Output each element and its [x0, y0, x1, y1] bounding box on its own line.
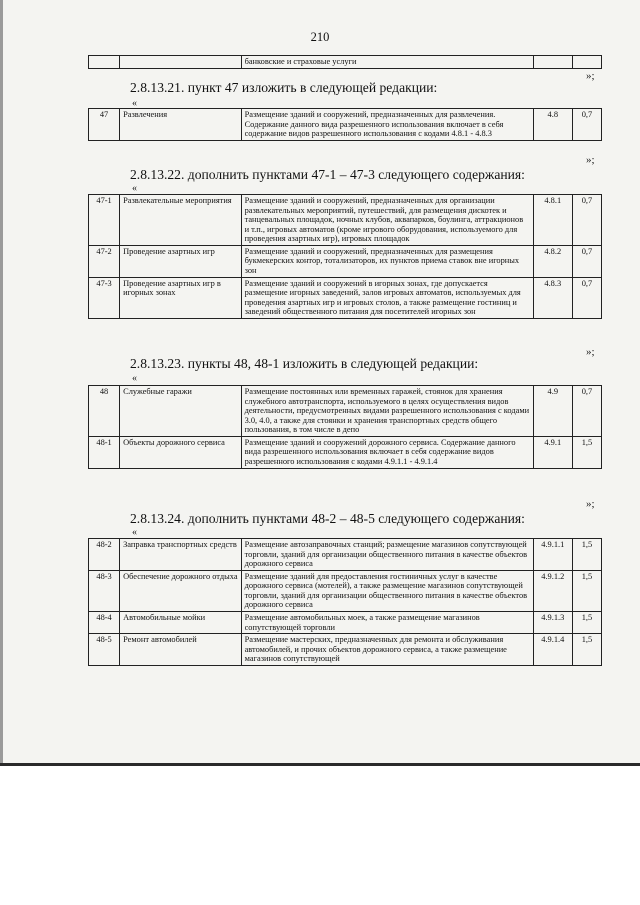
cell-num: 48-5 — [89, 634, 120, 666]
cell-name: Заправка транспортных средств — [120, 539, 241, 571]
close-quote: »; — [586, 70, 595, 82]
cell-code: 4.8.3 — [533, 277, 572, 318]
table-row — [89, 539, 602, 571]
cell-value: 0,7 — [572, 386, 601, 437]
cell-code: 4.8.1 — [533, 195, 572, 246]
cell-description: Размещение зданий и сооружений, предназначенных для развлечения. Содержание данного вида разрешенного использования включает в себя содержание видов разрешенного использования с кодами 4.8.1 - 4.8.3 — [241, 109, 533, 141]
section-heading: 2.8.13.22. дополнить пунктами 47-1 – 47-3 следующего содержания: — [130, 167, 525, 182]
cell-value: 1,5 — [572, 634, 601, 666]
cell-name: Автомобильные мойки — [120, 612, 241, 634]
open-quote: « — [132, 373, 137, 384]
cell-code: 4.9.1.3 — [533, 612, 572, 634]
open-quote: « — [132, 183, 137, 194]
cell-name: Объекты дорожного сервиса — [120, 436, 241, 468]
cell-code — [533, 56, 572, 69]
cell-description: Размещение зданий и сооружений, предназначенных для организации развлекательных мероприятий, путешествий, для размещения дискотек и танцевальных площадок, ночных клубов, аквапарков, боулинга, аттракционов и т.п., игровых автоматов (кроме игрового оборудования, используемого для проведения азартных игр), игровых площадок — [241, 195, 533, 246]
open-quote: « — [132, 527, 137, 538]
cell-description: Размещение автозаправочных станций; размещение магазинов сопутствующей торговли, зданий для организации общественного питания в качестве объектов дорожного сервиса — [241, 539, 533, 571]
cell-name — [120, 56, 241, 69]
cell-value: 1,5 — [572, 436, 601, 468]
table-row — [89, 56, 602, 69]
cell-name: Развлекательные мероприятия — [120, 195, 241, 246]
page-number: 210 — [310, 30, 330, 44]
cell-code: 4.8.2 — [533, 245, 572, 277]
cell-code: 4.9 — [533, 386, 572, 437]
cell-value: 1,5 — [572, 539, 601, 571]
cell-value — [572, 56, 601, 69]
cell-value: 0,7 — [572, 195, 601, 246]
cell-description: Размещение зданий и сооружений, предназначенных для размещения букмекерских контор, тотализаторов, их пунктов приема ставок вне игорных зон — [241, 245, 533, 277]
close-quote: »; — [586, 346, 595, 358]
section-heading: 2.8.13.23. пункты 48, 48-1 изложить в следующей редакции: — [130, 356, 479, 371]
cell-description: Размещение зданий для предоставления гостиничных услуг в качестве дорожного сервиса (мотелей), а также размещение магазинов сопутствующей торговли, зданий для организации общественного питания в качестве объектов дорожного сервиса — [241, 570, 533, 611]
cell-num: 47 — [89, 109, 120, 141]
cell-num — [89, 56, 120, 69]
cell-description: Размещение мастерских, предназначенных для ремонта и обслуживания автомобилей, и прочих объектов дорожного сервиса, а также размещение магазинов сопутствующей — [241, 634, 533, 666]
section-heading: 2.8.13.24. дополнить пунктами 48-2 – 48-5 следующего содержания: — [130, 511, 525, 526]
table-section-3 — [88, 385, 602, 469]
cell-value: 0,7 — [572, 277, 601, 318]
scan-bottom-edge — [0, 763, 640, 766]
table-row — [89, 570, 602, 611]
cell-description: Размещение постоянных или временных гаражей, стоянок для хранения служебного автотранспорта, используемого в целях осуществления видов деятельности, предусмотренных видами разрешенного использования с кодами 3.0, 4.0, а также для стоянки и хранения транспортных средств общего пользования, в том числе в депо — [241, 386, 533, 437]
table-continuation — [88, 55, 602, 69]
table-row — [89, 436, 602, 468]
cell-description: банковские и страховые услуги — [241, 56, 533, 69]
table-row — [89, 195, 602, 246]
cell-num: 48-4 — [89, 612, 120, 634]
cell-num: 48 — [89, 386, 120, 437]
cell-name: Ремонт автомобилей — [120, 634, 241, 666]
cell-num: 47-1 — [89, 195, 120, 246]
cell-code: 4.9.1.4 — [533, 634, 572, 666]
cell-name: Служебные гаражи — [120, 386, 241, 437]
close-quote: »; — [586, 154, 595, 166]
table-row — [89, 245, 602, 277]
cell-code: 4.9.1 — [533, 436, 572, 468]
cell-name: Проведение азартных игр — [120, 245, 241, 277]
cell-code: 4.9.1.2 — [533, 570, 572, 611]
cell-description: Размещение зданий и сооружений дорожного сервиса. Содержание данного вида разрешенного использования включает в себя содержание видов разрешенного использования с кодами 4.9.1.1 - 4.9.1.4 — [241, 436, 533, 468]
cell-num: 48-1 — [89, 436, 120, 468]
cell-description: Размещение автомобильных моек, а также размещение магазинов сопутствующей торговли — [241, 612, 533, 634]
cell-num: 47-2 — [89, 245, 120, 277]
scan-left-edge — [0, 0, 3, 765]
cell-num: 47-3 — [89, 277, 120, 318]
table-section-1 — [88, 108, 602, 141]
table-row — [89, 386, 602, 437]
cell-value: 0,7 — [572, 109, 601, 141]
table-row — [89, 277, 602, 318]
cell-num: 48-2 — [89, 539, 120, 571]
table-row — [89, 634, 602, 666]
table-row — [89, 109, 602, 141]
open-quote: « — [132, 98, 137, 109]
cell-description: Размещение зданий и сооружений в игорных зонах, где допускается размещение игорных заведений, залов игровых автоматов, используемых для проведения азартных игр и игровых столов, а также размещение гостиниц и заведений общественного питания для посетителей игорных зон — [241, 277, 533, 318]
cell-name: Обеспечение дорожного отдыха — [120, 570, 241, 611]
cell-value: 1,5 — [572, 570, 601, 611]
cell-name: Развлечения — [120, 109, 241, 141]
table-section-2 — [88, 194, 602, 319]
cell-code: 4.9.1.1 — [533, 539, 572, 571]
section-heading: 2.8.13.21. пункт 47 изложить в следующей редакции: — [130, 80, 438, 95]
cell-value: 0,7 — [572, 245, 601, 277]
cell-num: 48-3 — [89, 570, 120, 611]
cell-value: 1,5 — [572, 612, 601, 634]
cell-code: 4.8 — [533, 109, 572, 141]
close-quote: »; — [586, 498, 595, 510]
table-row — [89, 612, 602, 634]
table-section-4 — [88, 538, 602, 666]
cell-name: Проведение азартных игр в игорных зонах — [120, 277, 241, 318]
